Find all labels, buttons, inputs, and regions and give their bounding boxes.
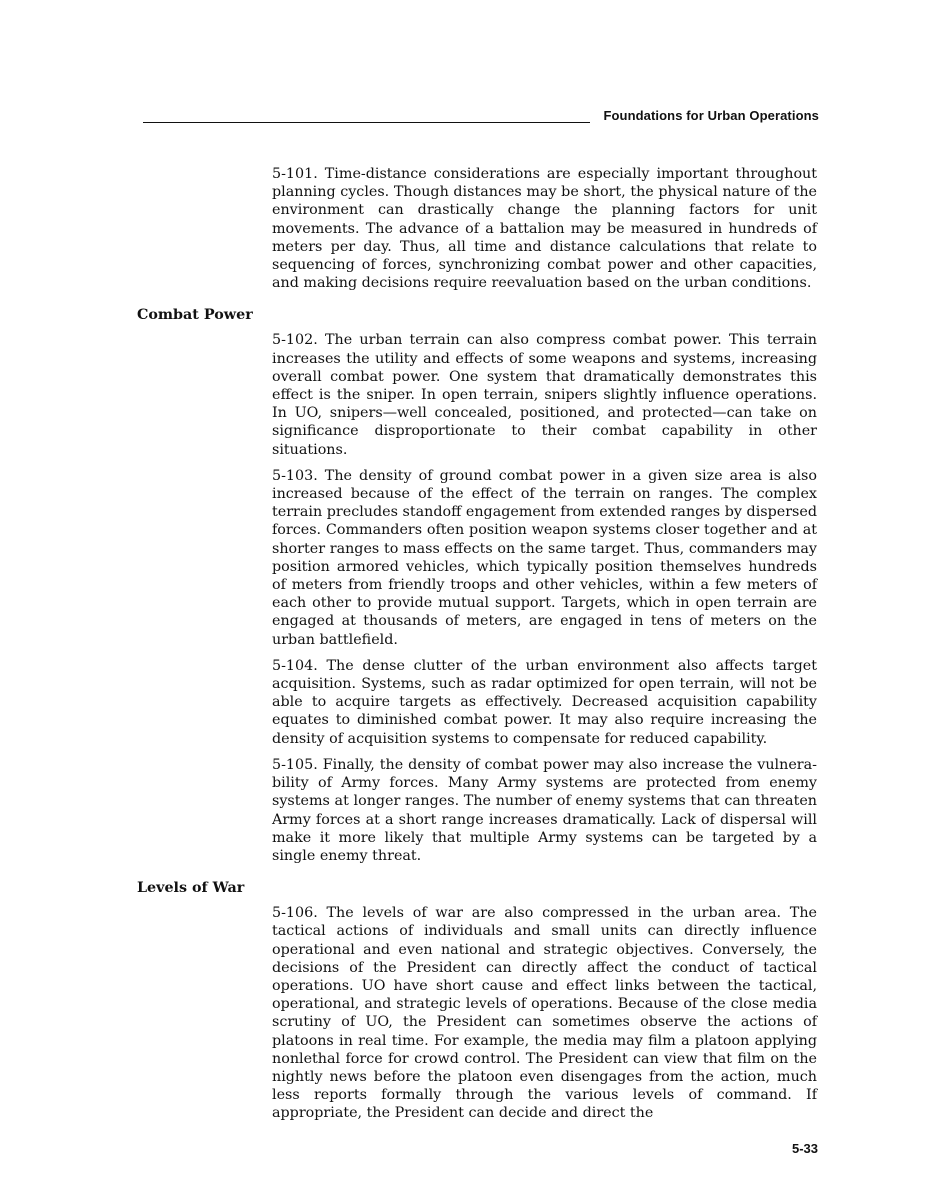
header-rule [143,122,590,123]
paragraph-5-103: 5-103. The density of ground combat power in a given size area is also increased because of the effect of the terrain on ranges. The complex terrain precludes standoff engagement from extended ranges by dispersed forces. Commanders often position weapon systems closer together and at shorter ranges to mass effects on the same target. Thus, commanders may position armored vehicles, which typically position themselves hundreds of meters from friendly troops and other vehicles, within a few meters of each other to provide mutual support. Targets, which in open terrain are engaged at thousands of meters, are engaged in tens of meters on the urban battlefield. [272,467,817,648]
running-header-title: Foundations for Urban Operations [603,108,819,123]
paragraph-5-105: 5-105. Finally, the density of combat power may also increase the vulnerability of Army forces. Many Army systems are protected from enemy systems at longer ranges. The number of enemy systems that can threaten Army forces at a short range increases dramatically. Lack of dispersal will make it more likely that multiple Army systems can be targeted by a single enemy threat. [272,756,817,864]
paragraph-5-104: 5-104. The dense clutter of the urban environment also affects target acquisition. Systems, such as radar optimized for open terrain, will not be able to acquire targets as effectively. Decreased acquisition capability equates to diminished combat power. It may also require increasing the density of acquisition systems to compensate for reduced capability. [272,657,817,747]
section-heading-levels-of-war: Levels of War [137,880,245,897]
paragraph-5-106: 5-106. The levels of war are also compressed in the urban area. The tactical actions of individuals and small units can directly influence operational and even national and strategic objectives. Conversely, the decisions of the President can directly affect the conduct of tactical operations. UO have short cause and effect links between the tactical, operational, and strategic levels of operations. Because of the close media scrutiny of UO, the President can sometimes observe the actions of platoons in real time. For example, the media may film a platoon applying nonlethal force for crowd control. The President can view that film on the nightly news before the platoon even disengages from the action, much less reports formally through the various levels of command. If appropriate, the President can decide and direct the [272,905,817,1122]
page-body [0,165,926,1131]
page-number: 5-33 [791,1141,818,1156]
section-heading-combat-power: Combat Power [137,307,253,324]
paragraph-5-101: 5-101. Time-distance considerations are especially important throughout planning cycles. Though distances may be short, the physical nature of the environment can drastically change the planning factors for unit movements. The advance of a battalion may be measured in hundreds of meters per day. Thus, all time and distance calculations that relate to sequencing of forces, synchronizing combat power and other capacities, and making decisions require reevaluation based on the urban conditions. [272,166,817,292]
paragraph-5-102: 5-102. The urban terrain can also compress combat power. This terrain increases the utility and effects of some weapons and systems, increasing overall combat power. One system that dramatically demonstrates this effect is the sniper. In open terrain, snipers slightly influence operations. In UO, snipers—well concealed, positioned, and protected—can take on significance disproportionate to their combat capability in other situations. [272,332,817,458]
